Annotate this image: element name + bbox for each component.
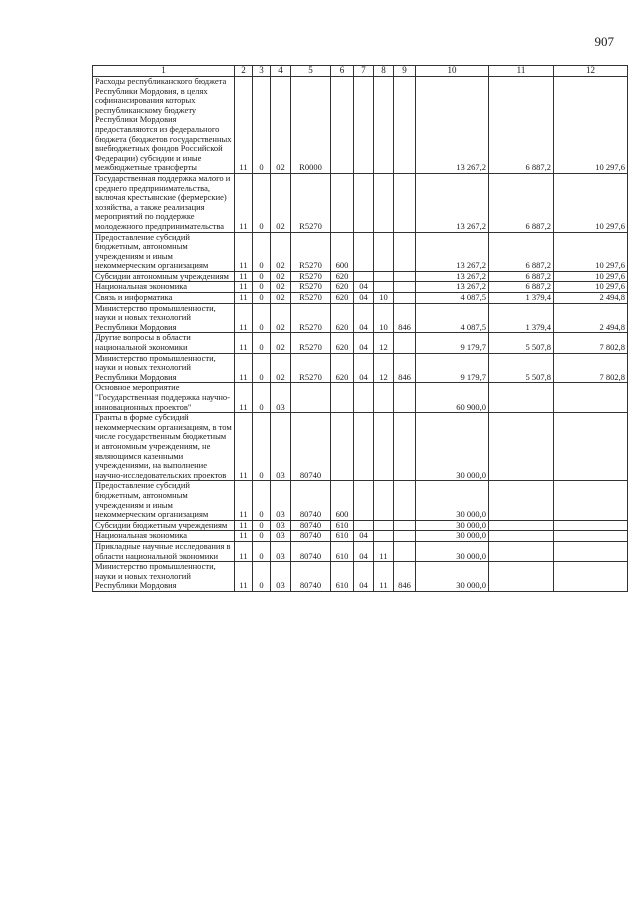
row-value-cell: [394, 77, 416, 174]
row-value-cell: 6 887,2: [489, 232, 554, 271]
table-row: [93, 303, 628, 333]
row-value-cell: R5270: [291, 353, 331, 383]
page-number: 907: [594, 34, 614, 49]
table-row: [93, 481, 628, 520]
table-row: [93, 333, 628, 353]
row-name-cell: Министерство промышленности, науки и новых технологий Республики Мордовия: [93, 353, 235, 383]
row-value-cell: [554, 520, 628, 531]
row-value-cell: 11: [235, 481, 253, 520]
col-header: 4: [271, 66, 291, 77]
row-value-cell: 0: [253, 282, 271, 293]
row-value-cell: [354, 173, 374, 232]
row-value-cell: 9 179,7: [416, 353, 489, 383]
row-name-cell: Расходы республиканского бюджета Республики Мордовия, в целях софинансирования которых республиканскому бюджету Республики Мордовия предоставляются из федерального бюджета (бюджетов государственных внебюджетных фондов Российской Федерации) субсидии и иные межбюджетные трансферты: [93, 77, 235, 174]
row-value-cell: 80740: [291, 541, 331, 561]
row-value-cell: [374, 531, 394, 542]
row-value-cell: [354, 77, 374, 174]
row-value-cell: 11: [235, 282, 253, 293]
row-value-cell: 03: [271, 413, 291, 481]
row-value-cell: [394, 271, 416, 282]
row-value-cell: [489, 481, 554, 520]
row-value-cell: 10 297,6: [554, 282, 628, 293]
row-value-cell: 610: [331, 562, 354, 592]
row-value-cell: 02: [271, 353, 291, 383]
row-value-cell: 7 802,8: [554, 333, 628, 353]
row-value-cell: 0: [253, 232, 271, 271]
row-value-cell: 80740: [291, 531, 331, 542]
row-value-cell: [374, 77, 394, 174]
row-value-cell: 0: [253, 520, 271, 531]
row-value-cell: 11: [235, 541, 253, 561]
row-value-cell: 02: [271, 303, 291, 333]
row-value-cell: 0: [253, 333, 271, 353]
row-value-cell: [489, 413, 554, 481]
row-name-cell: Предоставление субсидий бюджетным, автономным учреждениям и иным некоммерческим организациям: [93, 481, 235, 520]
row-value-cell: 04: [354, 562, 374, 592]
col-header: 9: [394, 66, 416, 77]
row-value-cell: 13 267,2: [416, 282, 489, 293]
row-value-cell: [394, 520, 416, 531]
row-value-cell: 620: [331, 333, 354, 353]
row-value-cell: 5 507,8: [489, 333, 554, 353]
table-row: [93, 383, 628, 413]
row-value-cell: 60 900,0: [416, 383, 489, 413]
row-value-cell: [374, 282, 394, 293]
table-row: [93, 413, 628, 481]
row-value-cell: R5270: [291, 232, 331, 271]
row-value-cell: 30 000,0: [416, 520, 489, 531]
row-value-cell: 80740: [291, 520, 331, 531]
row-value-cell: [354, 481, 374, 520]
row-name-cell: Национальная экономика: [93, 531, 235, 542]
row-value-cell: [374, 232, 394, 271]
row-value-cell: 610: [331, 520, 354, 531]
table-row: [93, 77, 628, 174]
row-value-cell: 02: [271, 282, 291, 293]
table-row: [93, 232, 628, 271]
row-value-cell: 0: [253, 383, 271, 413]
row-name-cell: Субсидии автономным учреждениям: [93, 271, 235, 282]
row-value-cell: 10 297,6: [554, 271, 628, 282]
row-value-cell: 10: [374, 303, 394, 333]
row-name-cell: Министерство промышленности, науки и новых технологий Республики Мордовия: [93, 303, 235, 333]
row-value-cell: [394, 232, 416, 271]
row-value-cell: [354, 413, 374, 481]
row-value-cell: 30 000,0: [416, 541, 489, 561]
row-value-cell: 0: [253, 531, 271, 542]
row-value-cell: 04: [354, 293, 374, 304]
row-value-cell: 04: [354, 282, 374, 293]
row-value-cell: [374, 173, 394, 232]
row-value-cell: [554, 413, 628, 481]
row-value-cell: [394, 541, 416, 561]
row-value-cell: 7 802,8: [554, 353, 628, 383]
row-value-cell: 13 267,2: [416, 77, 489, 174]
col-header: 11: [489, 66, 554, 77]
row-value-cell: 80740: [291, 481, 331, 520]
row-value-cell: R5270: [291, 303, 331, 333]
table-row: [93, 271, 628, 282]
row-value-cell: 30 000,0: [416, 531, 489, 542]
row-value-cell: [554, 531, 628, 542]
col-header: 10: [416, 66, 489, 77]
col-header: 5: [291, 66, 331, 77]
row-value-cell: 13 267,2: [416, 271, 489, 282]
row-value-cell: [394, 531, 416, 542]
row-value-cell: 0: [253, 353, 271, 383]
row-value-cell: [331, 413, 354, 481]
col-header: 2: [235, 66, 253, 77]
row-value-cell: 0: [253, 271, 271, 282]
row-value-cell: 02: [271, 77, 291, 174]
row-value-cell: 4 087,5: [416, 303, 489, 333]
row-value-cell: 11: [235, 303, 253, 333]
table-row: [93, 173, 628, 232]
row-value-cell: 11: [235, 562, 253, 592]
row-value-cell: 610: [331, 531, 354, 542]
row-value-cell: 11: [235, 232, 253, 271]
col-header: 12: [554, 66, 628, 77]
row-value-cell: 0: [253, 562, 271, 592]
row-value-cell: [331, 77, 354, 174]
row-value-cell: 600: [331, 481, 354, 520]
row-value-cell: 02: [271, 333, 291, 353]
row-value-cell: 04: [354, 303, 374, 333]
row-value-cell: [331, 383, 354, 413]
col-header: 1: [93, 66, 235, 77]
row-value-cell: [331, 173, 354, 232]
row-name-cell: Министерство промышленности, науки и новых технологий Республики Мордовия: [93, 562, 235, 592]
budget-table: [92, 65, 628, 592]
row-value-cell: 4 087,5: [416, 293, 489, 304]
row-value-cell: [394, 293, 416, 304]
row-value-cell: 620: [331, 293, 354, 304]
row-value-cell: [354, 232, 374, 271]
row-value-cell: [489, 383, 554, 413]
row-value-cell: 0: [253, 541, 271, 561]
row-value-cell: 30 000,0: [416, 413, 489, 481]
row-value-cell: 11: [374, 541, 394, 561]
row-value-cell: 10 297,6: [554, 232, 628, 271]
row-value-cell: 1 379,4: [489, 303, 554, 333]
row-value-cell: 03: [271, 531, 291, 542]
row-value-cell: 30 000,0: [416, 562, 489, 592]
row-value-cell: 10 297,6: [554, 77, 628, 174]
row-value-cell: [354, 520, 374, 531]
row-value-cell: [394, 481, 416, 520]
row-value-cell: 846: [394, 562, 416, 592]
row-value-cell: 11: [235, 520, 253, 531]
row-value-cell: 11: [235, 77, 253, 174]
row-value-cell: 846: [394, 303, 416, 333]
row-value-cell: [394, 413, 416, 481]
row-value-cell: [374, 413, 394, 481]
table-row: [93, 353, 628, 383]
row-name-cell: Прикладные научные исследования в области национальной экономики: [93, 541, 235, 561]
row-value-cell: 6 887,2: [489, 271, 554, 282]
row-value-cell: 02: [271, 173, 291, 232]
row-value-cell: [354, 271, 374, 282]
row-value-cell: 620: [331, 271, 354, 282]
row-value-cell: 600: [331, 232, 354, 271]
row-value-cell: 12: [374, 333, 394, 353]
row-value-cell: 80740: [291, 413, 331, 481]
row-value-cell: 02: [271, 232, 291, 271]
row-value-cell: 11: [235, 383, 253, 413]
row-value-cell: 03: [271, 562, 291, 592]
row-value-cell: 03: [271, 383, 291, 413]
row-value-cell: 30 000,0: [416, 481, 489, 520]
row-value-cell: [554, 383, 628, 413]
row-value-cell: 11: [235, 353, 253, 383]
row-value-cell: 03: [271, 541, 291, 561]
row-value-cell: [554, 481, 628, 520]
row-value-cell: [394, 333, 416, 353]
row-name-cell: Национальная экономика: [93, 282, 235, 293]
row-value-cell: 610: [331, 541, 354, 561]
row-value-cell: 1 379,4: [489, 293, 554, 304]
table-row: [93, 520, 628, 531]
table-row: [93, 293, 628, 304]
row-value-cell: 846: [394, 353, 416, 383]
row-value-cell: 04: [354, 541, 374, 561]
row-value-cell: 11: [235, 413, 253, 481]
row-value-cell: 11: [235, 271, 253, 282]
row-value-cell: 03: [271, 481, 291, 520]
row-value-cell: 0: [253, 173, 271, 232]
row-value-cell: 02: [271, 271, 291, 282]
row-name-cell: Основное мероприятие "Государственная поддержка научно-инновационных проектов": [93, 383, 235, 413]
table-row: [93, 531, 628, 542]
row-value-cell: [374, 383, 394, 413]
row-value-cell: [374, 481, 394, 520]
row-value-cell: R0000: [291, 77, 331, 174]
col-header: 8: [374, 66, 394, 77]
table-row: [93, 541, 628, 561]
row-name-cell: Гранты в форме субсидий некоммерческим организациям, в том числе государственным бюджетным и автономным учреждениям, не являющимся казенными учреждениями, на выполнение научно-исследовательских проектов: [93, 413, 235, 481]
row-name-cell: Другие вопросы в области национальной экономики: [93, 333, 235, 353]
row-value-cell: 620: [331, 353, 354, 383]
row-value-cell: 10: [374, 293, 394, 304]
table-row: [93, 282, 628, 293]
row-name-cell: Связь и информатика: [93, 293, 235, 304]
row-value-cell: 6 887,2: [489, 282, 554, 293]
row-value-cell: R5270: [291, 333, 331, 353]
row-value-cell: R5270: [291, 282, 331, 293]
row-value-cell: 620: [331, 303, 354, 333]
row-value-cell: [291, 383, 331, 413]
row-value-cell: 0: [253, 413, 271, 481]
row-value-cell: R5270: [291, 293, 331, 304]
row-value-cell: [554, 541, 628, 561]
row-value-cell: [394, 383, 416, 413]
header-row: [93, 66, 628, 77]
row-value-cell: 11: [235, 333, 253, 353]
row-value-cell: [489, 531, 554, 542]
row-value-cell: 620: [331, 282, 354, 293]
row-value-cell: 03: [271, 520, 291, 531]
row-value-cell: [394, 282, 416, 293]
row-value-cell: 2 494,8: [554, 303, 628, 333]
row-value-cell: [354, 383, 374, 413]
col-header: 7: [354, 66, 374, 77]
row-value-cell: 12: [374, 353, 394, 383]
row-value-cell: R5270: [291, 271, 331, 282]
row-value-cell: R5270: [291, 173, 331, 232]
row-value-cell: 0: [253, 481, 271, 520]
row-name-cell: Предоставление субсидий бюджетным, автономным учреждениям и иным некоммерческим организациям: [93, 232, 235, 271]
row-value-cell: [489, 562, 554, 592]
row-value-cell: 10 297,6: [554, 173, 628, 232]
row-value-cell: 11: [235, 293, 253, 304]
row-value-cell: 13 267,2: [416, 173, 489, 232]
row-value-cell: [374, 520, 394, 531]
row-value-cell: 13 267,2: [416, 232, 489, 271]
row-value-cell: 6 887,2: [489, 77, 554, 174]
col-header: 6: [331, 66, 354, 77]
row-name-cell: Субсидии бюджетным учреждениям: [93, 520, 235, 531]
row-value-cell: 0: [253, 77, 271, 174]
row-value-cell: [489, 520, 554, 531]
row-value-cell: 11: [235, 531, 253, 542]
row-value-cell: 04: [354, 333, 374, 353]
row-value-cell: 9 179,7: [416, 333, 489, 353]
row-value-cell: [554, 562, 628, 592]
row-value-cell: 0: [253, 303, 271, 333]
row-value-cell: [394, 173, 416, 232]
row-name-cell: Государственная поддержка малого и среднего предпринимательства, включая крестьянские (фермерские) хозяйства, а также реализация мероприятий по поддержке молодежного предпринимательства: [93, 173, 235, 232]
row-value-cell: 6 887,2: [489, 173, 554, 232]
col-header: 3: [253, 66, 271, 77]
row-value-cell: 04: [354, 353, 374, 383]
row-value-cell: 04: [354, 531, 374, 542]
row-value-cell: [374, 271, 394, 282]
row-value-cell: 2 494,8: [554, 293, 628, 304]
row-value-cell: 02: [271, 293, 291, 304]
row-value-cell: [489, 541, 554, 561]
row-value-cell: 5 507,8: [489, 353, 554, 383]
row-value-cell: 11: [235, 173, 253, 232]
row-value-cell: 80740: [291, 562, 331, 592]
row-value-cell: 0: [253, 293, 271, 304]
row-value-cell: 11: [374, 562, 394, 592]
table-row: [93, 562, 628, 592]
